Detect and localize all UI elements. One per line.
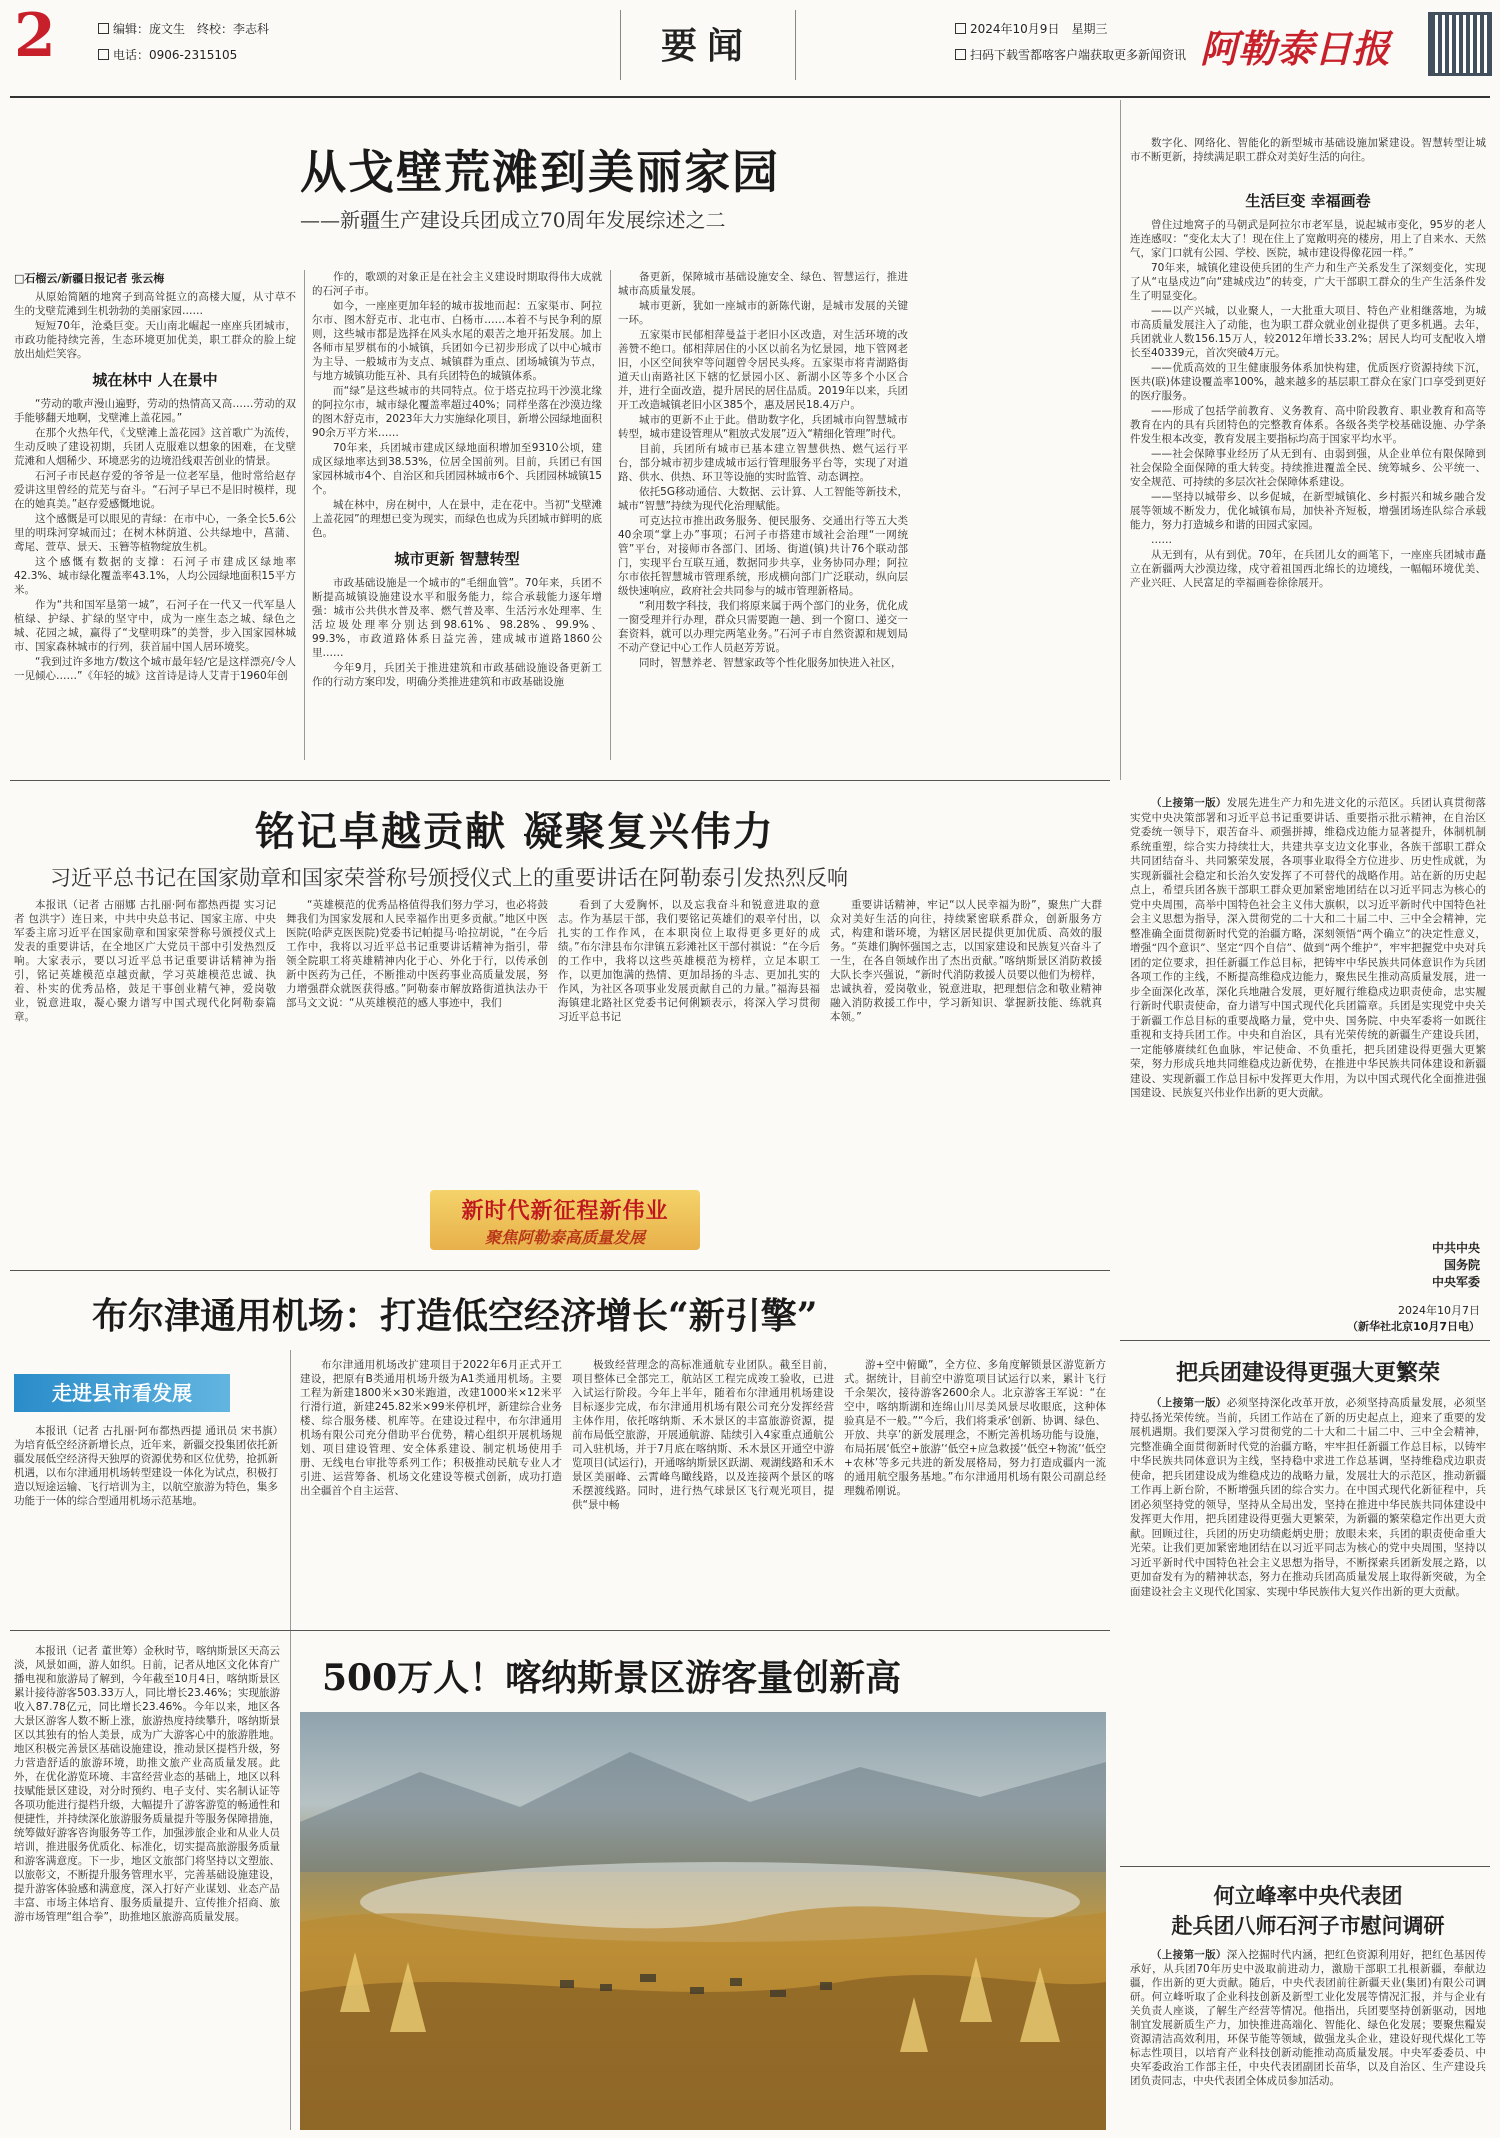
article-divider (1120, 1340, 1490, 1341)
col-divider (610, 270, 611, 760)
article1-byline: □石榴云/新疆日报记者 张云梅 (14, 272, 165, 285)
article3-col2-text: 布尔津通用机场改扩建项目于2022年6月正式开工建设，把原有B类通用机场升级为A1类通用机场。主要工程为新建1800米×30米跑道，改建1000米×12米平行滑行道，新建245.82米×99米停机坪，新建综合业务楼、综合服务楼、机库等。在建设过程中，布尔津通用机场有限公司充分借助平台优势，精心组织开展机场规划、项目建设管理、安全体系建设、制定机场使用手册、无线电台审批等系列工作；积极推动民航专业人才引进、运营筹备、机场文化建设等模式创新，成功打造出全疆首个自主运营、 (300, 1359, 562, 1497)
paragraph: 数字化、网络化、智能化的新型城市基础设施加紧建设。智慧转型让城市不断更新，持续满足职工群众对美好生活的向往。 (1130, 137, 1486, 163)
qr-code-icon[interactable] (1428, 12, 1492, 76)
paragraph: ——优质高效的卫生健康服务体系加快构建，优质医疗资源持续下沉，医共(联)体建设覆盖率100%，越来越多的基层职工群众在家门口享受到更好的医疗服务。 (1130, 362, 1486, 402)
article1-title: 从戈壁荒滩到美丽家园 (300, 145, 780, 199)
right-notice (1130, 796, 1486, 1226)
article1-column-4-top (1130, 136, 1486, 182)
article1-column-4 (1130, 218, 1486, 778)
banner-line-2: 聚焦阿勒泰高质量发展 (484, 1228, 645, 1247)
article3-col3-text: 极致经营理念的高标准通航专业团队。截至目前，项目整体已全部完工，航站区工程完成竣工验收，已进入试运行阶段。今年上半年，随着布尔津通用机场建设目标逐步完成，布尔津通用机场有限公司充分发挥经营主体作用，依托喀纳斯、禾木景区的丰富旅游资源，提前布局低空旅游，开展通航游、陆续引入4家重点通航公司入驻机场，并于7月底在喀纳斯、禾木景区开通空中游览项目(试运行)，开通喀纳斯景区跃湖、观湖线路和禾木景区美丽峰、云霄峰鸟瞰线路，以及连接两个景区的喀禾摆渡线路。同时，进行热气球景区飞行观光项目，提供“景中畅 (572, 1359, 834, 1511)
article3-col4-text: 游+空中俯瞰”，全方位、多角度解锁景区游览新方式。据统计，目前空中游览项目试运行以来，累计飞行千余架次，接待游客2600余人。北京游客王军说：“在空中，喀纳斯湖和连绵山川尽美风景尽收眼底，这种体验真是不一般。”“今后，我们将秉承‘创新、协调、绿色、开放、共享’的新发展理念，不断完善机场功能与设施，布局拓展‘低空+旅游’‘低空+应急救援’‘低空+物流’‘低空+农林’等多元共进的新发展格局，努力打造成疆内一流的通用航空服务基地。”布尔津通用机场有限公司副总经理魏希刚说。 (844, 1359, 1106, 1497)
right-notice-source: （新华社北京10月7日电） (1347, 1320, 1480, 1333)
right-article3-title-1: 何立峰率中央代表团 (1213, 1883, 1403, 1908)
landscape-illustration (300, 1712, 1106, 2130)
article2-column-3 (558, 898, 820, 1108)
signature-cmc: 中央军委 (1431, 1275, 1480, 1289)
article-divider (10, 780, 1110, 781)
article4-title: 500万人！喀纳斯景区游客量创新高 (322, 1657, 902, 1699)
paragraph: 这个感慨有数据的支撑：石河子市建成区绿地率42.3%、城市绿化覆盖率43.1%，人均公园绿地面积15平方米。 (14, 556, 296, 596)
section-title: 要闻 (660, 25, 753, 67)
paragraph: 从无到有，从有到优。70年，在兵团儿女的画笔下，一座座兵团城市矗立在新疆两大沙漠边缘，戍守着祖国西北绵长的边境线，一幅幅环境优美、产业兴旺、人民富足的幸福画卷徐徐展开。 (1130, 549, 1486, 589)
article1-col3-body (618, 270, 908, 670)
date-line (955, 20, 1107, 37)
paragraph: ——坚持以城带乡、以乡促城，在新型城镇化、乡村振兴和城乡融合发展等领域不断发力，优化城镇布局，加快补齐短板，增强团场连队综合承载能力，努力打造城乡和谐的田园式家园。 (1130, 491, 1486, 531)
signature-ccp: 中共中央 (1431, 1241, 1480, 1255)
paragraph: “我到过许多地方/数这个城市最年轻/它是这样漂亮/令人一见倾心……”《年轻的城》这首诗是诗人艾青于1960年创 (14, 656, 296, 682)
paragraph: 城市更新，犹如一座城市的新陈代谢，是城市发展的关键一环。 (618, 300, 908, 326)
right-article2-text: 必须坚持深化改革开放，必须坚持高质量发展，必须坚持弘扬光荣传统。当前，兵团工作站在了新的历史起点上，迎来了重要的发展机遇期。我们要深入学习贯彻党的二十大和二十届二中、三中全会精神，完整准确全面贯彻新时代党的治疆方略，牢牢担任新疆工作总目标，以铸牢中华民族共同体意识为主线，坚持稳中求进工作总基调，坚持维稳戍边职责使命，把兵团建设成为维稳戍边的战略力量，发展壮大的示范区，推动新疆工作再上新台阶，不断增强兵团的综合实力。在中国式现代化新征程中，兵团必须坚持党的领导，坚持从全局出发，坚持在推进中华民族共同体建设中发挥更大作用，把兵团建设得更强大更繁荣，为新疆的繁荣稳定作出更大贡献。回顾过往，兵团的历史功绩彪炳史册；放眼未来，兵团的职责使命重大光荣。让我们更加紧密地团结在以习近平同志为核心的党中央周围，坚持以习近平新时代中国特色社会主义思想为指导，不断探索兵团新发展之路，以更加奋发有为的精神状态，努力在推动兵团高质量发展上取得新突破，为全面建设社会主义现代化国家、实现中华民族伟大复兴作出新的更大贡献。 (1130, 1397, 1486, 1598)
kanas-landscape-photo (300, 1712, 1106, 2130)
article1-col4a-body (1130, 136, 1486, 164)
paragraph: 作的，歌颂的对象正是在社会主义建设时期取得伟大成就的石河子市。 (312, 271, 602, 297)
article3-column-2 (300, 1358, 562, 1622)
paragraph: 五家渠市民郁相萍曼益于老旧小区改造，对生活环境的改善赞不绝口。郁相萍居住的小区以前名为忆景园，地下管网老旧，小区空间狭窄等问题曾令居民头疼。五家渠市将青湖路街道天山南路社区下辖的忆景园小区、新湖小区等多个小区合并，进行全面改造，提升居民的居住品质。2019年以来，兵团开工改造城镇老旧小区385个，惠及居民18.4万户。 (618, 329, 908, 411)
campaign-banner (430, 1190, 700, 1250)
article4-column (14, 1644, 280, 2130)
article2-column-1 (14, 898, 276, 1108)
article1-section-heading-2: 城市更新 智慧转型 (394, 550, 520, 568)
right-article3-title-2: 赴兵团八师石河子市慰问调研 (1171, 1913, 1445, 1938)
right-article2-body (1130, 1396, 1486, 1856)
paragraph: ——社会保障事业经历了从无到有、由弱到强，从企业单位有限保障到社会保险全面保障的重大转变。持续推进覆盖全民、统筹城乡、公平统一、安全规范、可持续的多层次社会保障体系建设。 (1130, 448, 1486, 488)
paragraph: 可克达拉市推出政务服务、便民服务、交通出行等五大类40余项“掌上办”事项；石河子市搭建市域社会治理“一网统管”平台，对接师市各部门、团场、街道(镇)共计76个联动部门，实现平台互联互通，数据同步共享，业务协同办理；阿拉尔市依托智慧城市管理系统，形成横向部门广泛联动，纵向层级快速响应，政府社会共同参与的城市管理新格局。 (618, 515, 908, 597)
banner-line-1: 新时代新征程新伟业 (461, 1198, 669, 1224)
article1-subtitle: ——新疆生产建设兵团成立70周年发展综述之二 (300, 208, 726, 232)
paragraph: 目前，兵团所有城市已基本建立智慧供热、燃气运行平台，部分城市初步建成城市运行管理服务平台等，实现了对道路、供水、供热、环卫等设施的实时监管、动态调控。 (618, 443, 908, 483)
article3-column-3 (572, 1358, 834, 1622)
article3-badge: 走进县市看发展 (14, 1374, 230, 1412)
article1-col2-body-b (312, 576, 602, 689)
paragraph: 在那个火热年代，《戈壁滩上盖花园》这首歌广为流传，生动反映了建设初期，兵团人克服难以想象的困难，在戈壁荒滩和人烟稀少、环境恶劣的边境沿线艰苦创业的情景。 (14, 427, 296, 467)
col-divider (290, 1350, 291, 2130)
article1-col4b-body (1130, 218, 1486, 590)
article2-column-4 (830, 898, 1102, 1108)
article1-col1-body (14, 397, 296, 683)
scan-line (955, 46, 1186, 63)
article-divider (10, 1630, 1110, 1631)
article4-col-text: 本报讯（记者 董世筹）金秋时节，喀纳斯景区天高云淡，风景如画，游人如织。日前，记者从地区文化体育广播电视和旅游局了解到，今年截至10月4日，喀纳斯景区累计接待游客503.33万人，同比增长23.46%；实现旅游收入87.78亿元，同比增长23.46%。今年以来，地区各大景区游客人数不断上涨，旅游热度持续攀升，喀纳斯景区以其独有的怡人美景，成为广大游客心中的旅游胜地。地区积极完善景区基础设施建设，推动景区提档升级，努力营造舒适的旅游环境，助推文旅产业高质量发展。此外，在优化游览环境、丰富经营业态的基础上，地区以科技赋能景区建设，对分时预约、电子支付、实名制认证等各项功能进行提档升级，大幅提升了游客游览的畅通性和便捷性，并持续深化旅游服务质量提升等服务保障措施，统筹做好游客咨询服务等工作，加强涉旅企业和从业人员培训，推进服务优质化、标准化，切实提高旅游服务质量和游客满意度。下一步，地区文旅部门将坚持以文塑旅、以旅彰文，不断提升服务管理水平，完善基础设施建设，提升游客体验感和满意度，深入打好产业谋划、业态产品丰富、市场主体培育、服务质量提升、宣传推介招商、旅游市场管理“组合拳”，助推地区旅游高质量发展。 (14, 1645, 280, 1923)
right-article2-title: 把兵团建设得更强大更繁荣 (1175, 1360, 1440, 1386)
right-notice-lead: （上接第一版） (1151, 797, 1227, 809)
editor-text: 编辑：庞文生 终校：李志科 (113, 22, 270, 36)
paragraph: 而“绿”是这些城市的共同特点。位于塔克拉玛干沙漠北缘的阿拉尔市，城市绿化覆盖率超过40%；同样坐落在沙漠边缘的图木舒克市，2023年大力实施绿化项目，新增公园绿地面积90余万平方米…… (312, 385, 602, 439)
paper-logo: 阿勒泰日报 (1200, 26, 1391, 71)
article3-column-4 (844, 1358, 1106, 1622)
article-divider (1120, 1866, 1490, 1867)
paragraph: 石河子市民赵存爱的爷爷是一位老军垦，他时常给赵存爱讲这里曾经的荒芜与奋斗。“石河子早已不是旧时模样，现在的她真美。”赵存爱感慨地说。 (14, 470, 296, 510)
article2-subtitle: 习近平总书记在国家勋章和国家荣誉称号颁授仪式上的重要讲话在阿勒泰引发热烈反响 (50, 866, 848, 890)
article1-section-heading-1: 城在林中 人在景中 (92, 371, 218, 389)
paragraph: 70年来，城镇化建设使兵团的生产力和生产关系发生了深刻变化，实现了从“屯垦戍边”向“建城戍边”的转变，广大干部职工群众的生产生活条件发生了明显变化。 (1130, 262, 1486, 302)
right-article2-lead: （上接第一版） (1151, 1397, 1227, 1409)
paragraph: 作为“共和国军垦第一城”，石河子在一代又一代军垦人植绿、护绿、扩绿的坚守中，成为一座生态之城、绿色之城、花园之城，赢得了“戈壁明珠”的美誉，步入国家园林城市、国家森林城市的行列，获首届中国人居环境奖。 (14, 599, 296, 653)
col-divider (304, 270, 305, 760)
phone-text: 电话：0906-2315105 (113, 48, 238, 62)
article1-column-2 (312, 270, 602, 760)
article3-col1-text: 本报讯（记者 古扎丽·阿布都热西提 通讯员 宋书旗）为培育低空经济新增长点，近年来，新疆交投集团依托新疆发展低空经济得天独厚的资源优势和区位优势，抢抓新机遇，以布尔津通用机场转型建设一体化为试点，积极打造以短途运输、飞行培训为主，以航空旅游为特色，集多功能于一体的综合型通用机场示范基地。 (14, 1425, 278, 1507)
article1-section-heading-3: 生活巨变 幸福画卷 (1245, 192, 1371, 210)
paragraph: 同时，智慧养老、智慧家政等个性化服务加快进入社区， (639, 657, 902, 669)
signature-state-council: 国务院 (1443, 1258, 1480, 1272)
date-text: 2024年10月9日 星期三 (970, 22, 1108, 36)
phone-line (98, 46, 237, 63)
article2-column-2 (286, 898, 548, 1108)
paragraph: 如今，一座座更加年轻的城市拔地而起：五家渠市、阿拉尔市、图木舒克市、北屯市、白杨市……本着不与民争利的原则，这些城市都是选择在风头水尾的艰苦之地开拓发展。加上各师市星罗棋布的小城镇，兵团如今已初步形成了以中心城市为主导、一般城市为支点、城镇群为重点、团场城镇为节点，与地方城镇功能互补、具有兵团特色的城镇体系。 (312, 300, 602, 382)
right-article3-lead: （上接第一版） (1151, 1949, 1227, 1961)
col-divider (1120, 100, 1121, 780)
right-article3-text: 深入挖掘时代内涵，把红色资源利用好，把红色基因传承好，从兵团70年历史中汲取前进动力，激励干部职工扎根新疆，奉献边疆，作出新的更大贡献。随后，中央代表团前往新疆天业(集团)有限公司调研。何立峰听取了企业科技创新及新型工业化发展等情况汇报，并与企业有关负责人座谈，了解生产经营等情况。他指出，兵团要坚持创新驱动，因地制宜发展新质生产力，加快推进高端化、智能化、绿色化发展；要聚焦糧炭资源清洁高效利用，环保节能等领域，做强龙头企业，建设好现代煤化工等标志性项目，以培育产业科技创新动能推动高质量发展。中央军委委员、中央军委政治工作部主任，中央代表团副团长苗华，以及自治区、生产建设兵团负责同志，中央代表团全体成员参加活动。 (1130, 1949, 1486, 2087)
article1-column-3 (618, 270, 908, 760)
paragraph: 市政基础设施是一个城市的“毛细血管”。70年来，兵团不断提高城镇设施建设水平和服务能力，综合承载能力逐年增强：城市公共供水普及率、燃气普及率、生活污水处理率、生活垃圾处理率分别达到98.61%、98.28%、99.9%、99.3%，市政道路体系日益完善，建成城市道路1860公里…… (312, 577, 602, 659)
paragraph: 70年来，兵团城市建成区绿地面积增加至9310公顷，建成区绿地率达到38.53%，位居全国前列。目前，兵团已有国家园林城市4个、自治区和兵团园林城市6个、兵团园林城镇15个。 (312, 442, 602, 496)
article1-column-1 (14, 290, 296, 760)
banner-divider (10, 1270, 1110, 1271)
paragraph: 曾住过地窝子的马朝武是阿拉尔市老军垦，说起城市变化，95岁的老人连连感叹：“变化太大了！现在住上了宽敞明亮的楼房，用上了自来水、天然气，家门口就有公园、学校、医院，城市建设得像花园一样。” (1130, 219, 1486, 259)
paragraph: 依托5G移动通信、大数据、云计算、人工智能等新技术，城市“智慧”持续为现代化治理赋能。 (618, 486, 908, 512)
right-article3-body (1130, 1948, 1486, 2132)
paragraph: “劳动的歌声漫山遍野，劳动的热情高又高……劳动的双手能够翻天地啊，戈壁滩上盖花园。” (14, 398, 296, 424)
right-notice-signature (1380, 1240, 1480, 1291)
article1-col1-intro (14, 290, 296, 361)
article1-col2-body (312, 270, 602, 540)
page-number: 2 (14, 1, 56, 71)
article2-title: 铭记卓越贡献 凝聚复兴伟力 (255, 808, 775, 855)
article2-col4-text: 重要讲话精神，牢记“以人民幸福为盼”，聚焦广大群众对美好生活的向往，持续紧密联系群众，创新服务方式，构建和谐环境，为辖区居民提供更加优质、高效的服务。“英雄们胸怀强国之志，以国家建设和民族复兴奋斗了一生，在各自领域作出了杰出贡献。”喀纳斯景区消防救援大队长李兴强说，“新时代消防救援人员要以他们为榜样，忠诚执着，爱岗敬业，锐意进取，把理想信念和敬业精神融入消防救援工作中，学习新知识、掌握新技能、练就真本领。” (830, 899, 1102, 1023)
paragraph: 城市的更新不止于此。借助数字化，兵团城市向智慧城市转型，城市建设管理从“粗放式发展”迈入“精细化管理”时代。 (618, 414, 908, 440)
paragraph: ——以产兴城，以业聚人，一大批重大项目、特色产业相继落地，为城市高质量发展注入了动能，也为职工群众就业创业提供了更多机遇。去年，兵团就业人数156.15万人，较2012年增长33.2%；居民人均可支配收入增长至40339元，首次突破4万元。 (1130, 305, 1486, 359)
paragraph: …… (1151, 534, 1172, 546)
scan-text: 扫码下载雪都喀客户端获取更多新闻资讯 (970, 48, 1187, 62)
masthead-divider (10, 96, 1490, 98)
paragraph: 城在林中，房在树中，人在景中，走在花中。当初“戈壁滩上盖花园”的理想已变为现实，而绿色也成为兵团城市鲜明的底色。 (312, 499, 602, 539)
paragraph: “利用数字科技，我们将原来属于两个部门的业务，优化成一窗受理并行办理，群众只需要跑一趟、到一个窗口、递交一套资料，就可以办理完两笔业务。”石河子市自然资源和规划局不动产登记中心工作人员赵芳芳说。 (618, 600, 908, 654)
article2-col2-text: “英雄模范的优秀品格值得我们努力学习，也必将鼓舞我们为国家发展和人民幸福作出更多贡献。”地区中医医院(哈萨克医医院)党委书记帕提马·哈拉胡说，“在今后工作中，我将以习近平总书记重要讲话精神为指引，带领全院职工将英雄精神内化于心、外化于行，以传承创新中医药为己任，不断推动中医药事业高质量发展，努力增强群众就医获得感。”阿勒泰市解放路街道执法办干部马文文说：“从英雄模范的感人事迹中，我们 (286, 899, 548, 1009)
article2-col1-text: 本报讯（记者 古丽娜 古扎丽·阿布都热西提 实习记者 包洪宇）连日来，中共中央总书记、国家主席、中央军委主席习近平在国家勋章和国家荣誉称号颁授仪式上发表的重要讲话，在全地区广大党员干部中引发热烈反响。大家表示，要以习近平总书记重要讲话精神为指引，铭记英雄模范卓越贡献，学习英雄模范忠诚、执着、朴实的优秀品格，鼓足干事创业精气神，爱岗敬业，锐意进取，凝心聚力谱写中国式现代化阿勒泰篇章。 (14, 899, 276, 1023)
article2-col3-text: 看到了大爱胸怀，以及忘我奋斗和锐意进取的意志。作为基层干部，我们要铭记英雄们的艰辛付出，以扎实的工作作风，在本职岗位上取得更多更好的成绩。”布尔津县布尔津镇五彩滩社区干部付祺说：“在今后的工作中，我将以这些英雄模范为榜样，立足本职工作，以更加饱满的热情、更加昂扬的斗志、更加扎实的作风，为社区各项事业发展贡献自己的力量。”福海县福海镇建北路社区党委书记何俐颖表示，将深入学习贯彻习近平总书记 (558, 899, 820, 1023)
paragraph: 这个感慨是可以眼见的青绿：在市中心，一条全长5.6公里的明珠河穿城而过；在树木林荫道、公共绿地中，菖蒲、鸢尾、萱草、景天、玉簪等植物绽放生机。 (14, 513, 296, 553)
article3-column-1 (14, 1424, 278, 1614)
right-notice-body: 发展先进生产力和先进文化的示范区。兵团认真贯彻落实党中央决策部署和习近平总书记重要讲话、重要指示批示精神，在自治区党委统一领导下，艰苦奋斗、顽强拼搏，维稳戍边能力显著提升，体制机制系统重塑，综合实力持续壮大，共建共享支边文化事业，各族干部职工群众共同团结奋斗、共同繁荣发展，各项事业取得全方位进步、历史性成就，为实现新疆社会稳定和长治久安发挥了不可替代的战略作用。站在新的历史起点上，希望兵团各族干部职工群众更加紧密地团结在以习近平同志为核心的党中央周围，高举中国特色社会主义伟大旗帜，以习近平新时代中国特色社会主义思想为指导，深入贯彻党的二十大和二十届二中、三中全会精神，完整准确全面贯彻新时代党的治疆方略，深刻领悟“两个确立”的决定性意义，增强“四个意识”、坚定“四个自信”、做到“两个维护”，牢牢把握党中央对兵团的定位要求，担任新疆工作总目标，把铸牢中华民族共同体意识作为兵团各项工作的主线，不断提高维稳戍边能力，聚焦民生推动高质量发展，进一步全面深化改革，深化兵地融合发展，更好履行维稳戍边职责使命，忠实履行新时代职责使命，奋力谱写中国式现代化兵团篇章。兵团是实现党中央关于新疆工作总目标的重要战略力量，党中央、国务院、中央军委将一如既往重视和支持兵团工作。中央和自治区，具有光荣传统的新疆生产建设兵团，一定能够赓续红色血脉，牢记使命、不负重托，把兵团建设得更强大更繁荣，努力形成兵地共同维稳戍边新优势，在推进中华民族共同体建设和新疆建设、实现新疆工作总目标中发挥更大作用，为以中国式现代化全面推进强国建设、民族复兴伟业作出新的更大贡献。 (1130, 797, 1486, 1099)
editor-line (98, 20, 269, 37)
paragraph: 备更新，保障城市基础设施安全、绿色、智慧运行，推进城市高质量发展。 (618, 271, 908, 297)
right-notice-date: 2024年10月7日 (1398, 1304, 1480, 1317)
paragraph: 从原始简陋的地窝子到高耸挺立的高楼大厦，从寸草不生的戈壁荒滩到生机勃勃的美丽家园…… (14, 291, 296, 317)
paragraph: 今年9月，兵团关于推进建筑和市政基础设施设备更新工作的行动方案印发，明确分类推进建筑和市政基础设施 (312, 662, 602, 688)
paragraph: 短短70年，沧桑巨变。天山南北崛起一座座兵团城市，市政功能持续完善，生态环境更加优美，职工群众的脸上绽放出灿烂笑容。 (14, 320, 296, 360)
article3-title: 布尔津通用机场：打造低空经济增长“新引擎” (92, 1295, 818, 1337)
paragraph: ——形成了包括学前教育、义务教育、高中阶段教育、职业教育和高等教育在内的具有兵团特色的完整教育体系。各级各类学校基础设施、办学条件发生根本改变，教育发展主要指标均高于国家平均水平。 (1130, 405, 1486, 445)
